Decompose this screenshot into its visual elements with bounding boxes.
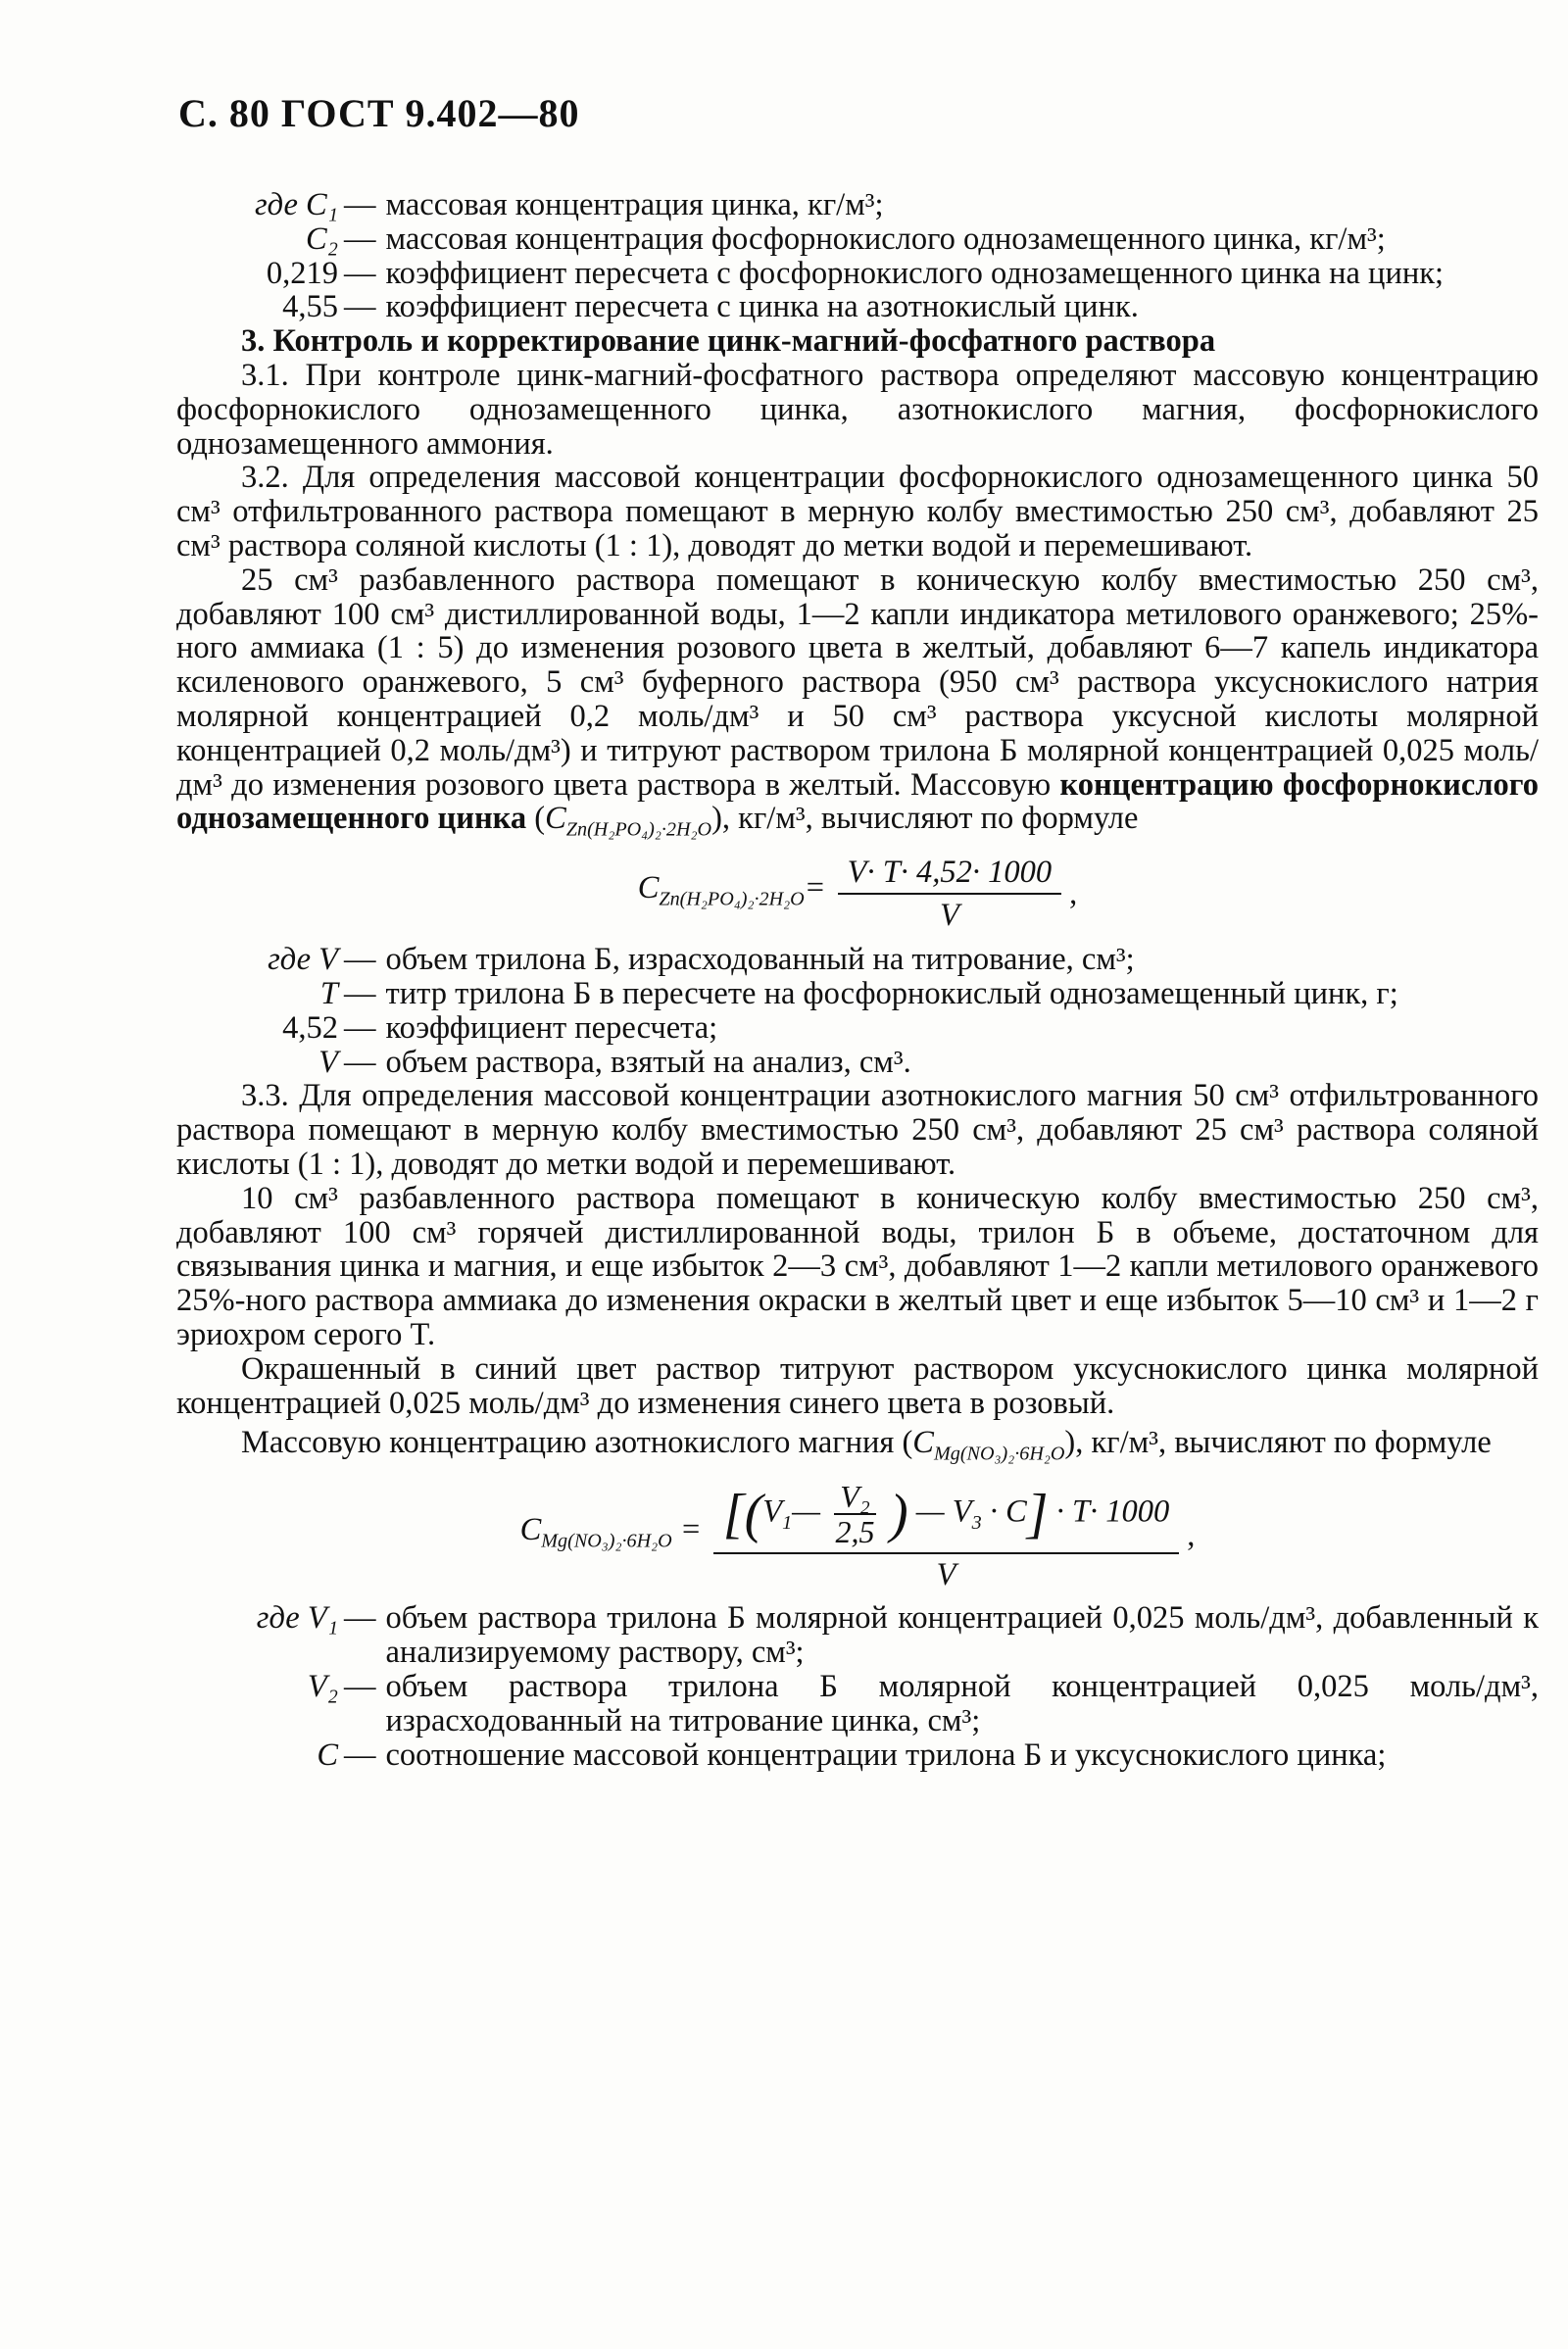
formula-numerator: V· T· 4,52· 1000: [838, 856, 1062, 896]
definition-row: [176, 222, 1539, 257]
paragraph-3-3: 3.3. Для определения массовой концентрации азотнокислого магния 50 см³ отфильтрованного раствора помещают в мерную колбу вместимостью 250 см³, добавляют 25 см³ раствора соляной кислоты (1 : 1), доводят до метки водой и перемешивают.: [176, 1078, 1539, 1183]
paragraph-text: Массовую концентрацию азотнокислого магния: [241, 1425, 895, 1461]
definitions-list-2: [176, 943, 1539, 1079]
formula-lhs: $C_{Mg(NO_3)_2\cdot 6H_2O}$ =: [519, 1511, 702, 1552]
formula-zinc-phosphate: [176, 856, 1539, 934]
paragraph-3-3-titration: Окрашенный в синий цвет раствор титруют раствором уксуснокислого цинка молярной концентрацией 0,025 моль/дм³ до изменения синего цвета в розовый.: [176, 1350, 1539, 1421]
concentration-symbol: $C_{Mg(NO_3)_2\cdot 6H_2O}$: [912, 1425, 1065, 1465]
formula-denominator: V: [939, 898, 959, 934]
definition-text: объем трилона Б, израсходованный на титрование, см³;: [385, 942, 1135, 978]
formula-tail: · T· 1000: [1055, 1493, 1170, 1530]
definition-symbol: 0,219: [266, 255, 338, 291]
definition-dash: —: [344, 1600, 376, 1637]
definition-dash: —: [344, 1044, 376, 1080]
definition-text: соотношение массовой концентрации трилона Б и уксуснокислого цинка;: [385, 1737, 1387, 1773]
definition-dash: —: [344, 220, 376, 257]
formula-magnesium-nitrate: [176, 1480, 1539, 1592]
definition-dash: —: [344, 187, 376, 222]
definition-symbol: C: [317, 1737, 338, 1773]
definition-row: [176, 188, 1539, 222]
definition-symbol: V₂: [307, 1669, 338, 1705]
definitions-list-3: [176, 1601, 1539, 1772]
definition-text: коэффициент пересчета с фосфорнокислого однозамещенного цинка на цинк;: [385, 255, 1445, 291]
definition-text: титр трилона Б в пересчете на фосфорнокислый однозамещенный цинк, г;: [385, 976, 1398, 1012]
page-header: С. 80 ГОСТ 9.402—80: [178, 91, 580, 135]
symbol-subscript: Zn(H₂PO₄)₂·2H₂O: [565, 818, 712, 841]
formula-lhs-subscript: Mg(NO₃)₂·6H₂O: [541, 1530, 672, 1552]
formula-lhs: $C_{Zn(H_2PO_4)_2\cdot 2H_2O}=$: [637, 870, 826, 910]
paragraph-text: , кг/м³, вычисляют по формуле: [721, 801, 1139, 837]
definition-row: [176, 1011, 1539, 1046]
paragraph-text: , кг/м³, вычисляют по формуле: [1075, 1425, 1492, 1461]
paragraph-bold-text: концентрацию фосфорнокислого однозамещенного цинка: [176, 766, 1540, 837]
definition-symbol: где V₁: [256, 1600, 338, 1637]
definition-text: объем раствора, взятый на анализ, см³.: [385, 1044, 911, 1080]
formula-lhs-subscript: Zn(H₂PO₄)₂·2H₂O: [659, 888, 805, 910]
definition-row: [176, 977, 1539, 1011]
definition-row: [176, 257, 1539, 291]
definition-text: коэффициент пересчета с цинка на азотнокислый цинк.: [385, 289, 1139, 325]
definitions-list-1: [176, 188, 1539, 324]
concentration-symbol: $C_{Zn(H_2PO_4)_2\cdot 2H_2O}$: [545, 801, 712, 841]
definition-symbol: 4,55: [282, 289, 338, 325]
definition-symbol: 4,52: [282, 1009, 338, 1046]
bracket-close-paren: ): [890, 1483, 908, 1544]
definition-row: [176, 1601, 1539, 1670]
definition-text: массовая концентрация фосфорнокислого однозамещенного цинка, кг/м³;: [385, 220, 1386, 257]
definition-row: [176, 290, 1539, 324]
symbol-subscript: Mg(NO₃)₂·6H₂O: [933, 1443, 1065, 1465]
definition-dash: —: [344, 255, 376, 291]
definition-dash: —: [344, 289, 376, 325]
definition-dash: —: [344, 942, 376, 978]
inner-numerator: V₂: [834, 1480, 876, 1515]
definition-dash: —: [344, 1737, 376, 1773]
paragraph-3-3-procedure: 10 см³ разбавленного раствора помещают в коническую колбу вместимостью 250 см³, добавляют 100 см³ горячей дистиллированной воды, трилон Б в объеме, достаточном для связывания цинка и магния, и еще избыток 2—3 см³, добавляют 1—2 капли метилового оранжевого 25%-ного раствора аммиака до изменения окраски в желтый цвет и еще избыток 5—10 см³ и 1—2 г эриохром серого T.: [176, 1180, 1539, 1352]
definition-text: массовая концентрация цинка, кг/м³;: [385, 187, 884, 222]
definition-row: [176, 1046, 1539, 1080]
definition-symbol: V: [318, 1044, 338, 1080]
paragraph-3-2: 3.2. Для определения массовой концентрации фосфорнокислого однозамещенного цинка 50 см³ отфильтрованного раствора помещают в мерную колбу вместимостью 250 см³, добавляют 25 см³ раствора соляной кислоты (1 : 1), доводят до метки водой и перемешивают.: [176, 460, 1539, 563]
definition-dash: —: [344, 1009, 376, 1046]
definition-symbol: C₂: [306, 220, 338, 257]
definition-text: объем раствора трилона Б молярной концентрацией 0,025 моль/дм³, добавленный к анализируемому раствору, см³;: [385, 1600, 1539, 1671]
definition-row: [176, 1738, 1539, 1773]
definition-dash: —: [344, 976, 376, 1012]
formula-fraction: [838, 856, 1062, 934]
formula-fraction: [713, 1480, 1180, 1592]
definition-text: объем раствора трилона Б молярной концентрацией 0,025 моль/дм³, израсходованный на титрование цинка, см³;: [385, 1669, 1539, 1738]
definition-text: коэффициент пересчета;: [385, 1009, 718, 1046]
definition-symbol: где C₁: [254, 187, 338, 222]
paragraph-3-2-procedure: 25 см³ разбавленного раствора помещают в коническую колбу вместимостью 250 см³, добавляют 100 см³ дистиллированной воды, 1—2 капли индикатора метилового оранжевого; 25%-ного аммиака (1 : 5) до изменения розового цвета в желтый, добавляют 6—7 капель индикатора ксиленового оранжевого, 5 см³ буферного раствора (950 см³ раствора уксуснокислого натрия молярной концентрацией 0,2 моль/дм³ и 50 см³ раствора уксусной кислоты молярной концентрацией 0,2 моль/дм³) и титруют раствором трилона Б молярной концентрацией 0,025 моль/дм³ до изменения розового цвета раствора в желтый. Массовую концентрацию фосфорнокислого однозамещенного цинка $(C_{Zn(H_2PO_4)_2\cdot 2H_2O})$, кг/м³, вычисляют по формуле: [176, 562, 1540, 841]
definition-symbol: где V: [268, 942, 338, 978]
paragraph-text: 25 см³ разбавленного раствора помещают в коническую колбу вместимостью 250 см³, добавляют 100 см³ дистиллированной воды, 1—2 капли индикатора метилового оранжевого; 25%-ного аммиака (1 : 5) до изменения розового цвета в желтый, добавляют 6—7 капель индикатора ксиленового оранжевого, 5 см³ буферного раствора (950 см³ раствора уксуснокислого натрия молярной концентрацией 0,2 моль/дм³ и 50 см³ раствора уксусной кислоты молярной концентрацией 0,2 моль/дм³) и титруют раствором трилона Б молярной концентрацией 0,025 моль/дм³ до изменения розового цвета раствора в желтый. Массовую: [176, 562, 1539, 803]
definition-dash: —: [344, 1669, 376, 1705]
inner-fraction: [834, 1480, 876, 1548]
formula-numerator: [($V_1—$ $\frac{\text{V₂}}{2,5}$ ) — $V_3 \cdot C] \cdot T\cdot 1000$: [713, 1480, 1180, 1554]
formula-comma: ,: [1187, 1517, 1196, 1553]
bracket-open: [(: [722, 1483, 763, 1544]
document-body: [176, 188, 1539, 1772]
section-title: 3. Контроль и корректирование цинк-магний-фосфатного раствора: [241, 323, 1216, 360]
definition-symbol: T: [319, 976, 338, 1012]
paragraph-3-1: 3.1. При контроле цинк-магний-фосфатного раствора определяют массовую концентрацию фосфорнокислого однозамещенного цинка, азотнокислого магния, фосфорнокислого однозамещенного аммония.: [176, 357, 1539, 462]
paragraph-3-3-formula-intro: Массовую концентрацию азотнокислого магния $(C_{Mg(NO_3)_2\cdot 6H_2O})$, кг/м³, вычисляют по формуле: [241, 1425, 1492, 1465]
bracket-close: ]: [1026, 1483, 1049, 1544]
formula-comma: ,: [1069, 876, 1078, 912]
definition-row: [176, 943, 1539, 977]
formula-denominator: V: [936, 1556, 956, 1592]
definition-row: [176, 1670, 1539, 1738]
inner-denominator: 2,5: [835, 1513, 875, 1549]
